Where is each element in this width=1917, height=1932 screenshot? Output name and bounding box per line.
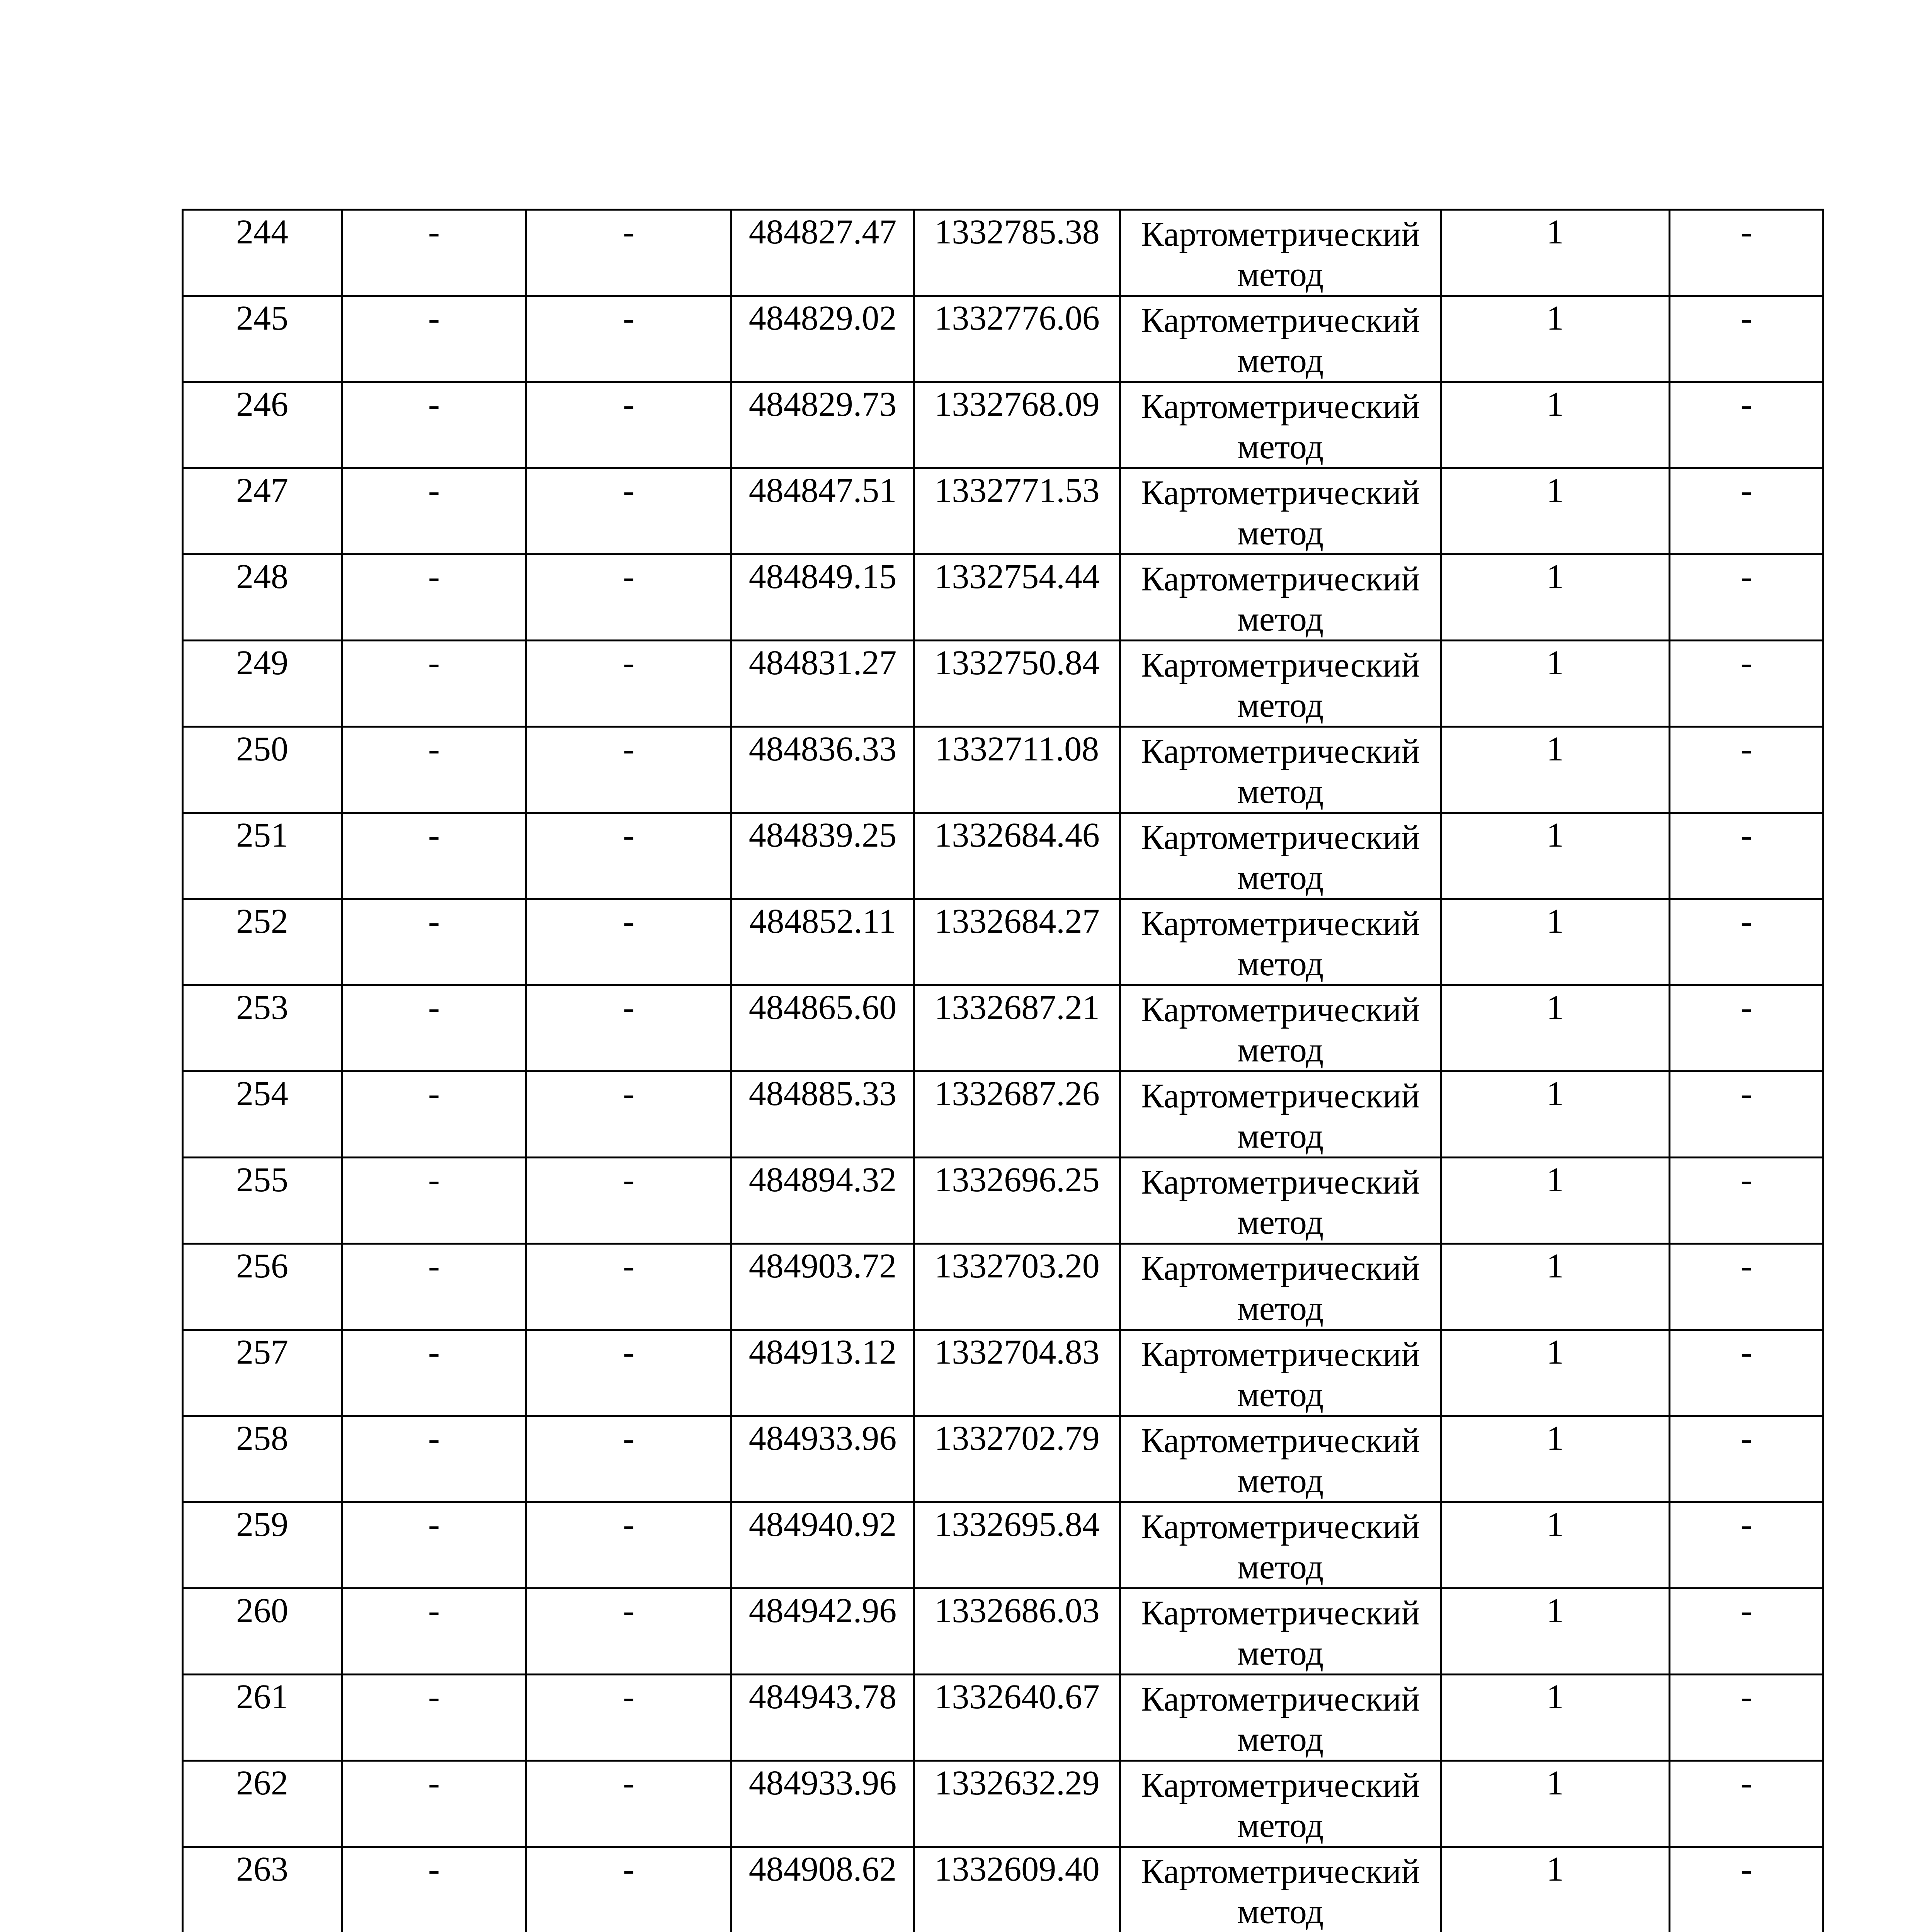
method-cell xyxy=(1120,1761,1441,1847)
table-row xyxy=(183,1761,1823,1847)
method-cell xyxy=(1120,813,1441,899)
dash-cell: - xyxy=(342,1158,526,1244)
dash-cell: - xyxy=(1670,1502,1823,1588)
y-coordinate-cell: 1332776.06 xyxy=(914,296,1120,382)
point-number-cell: 254 xyxy=(183,1071,342,1158)
coordinates-table xyxy=(182,209,1824,1932)
accuracy-cell: 1 xyxy=(1441,1502,1670,1588)
accuracy-cell: 1 xyxy=(1441,210,1670,296)
method-line-1: Картометрический xyxy=(1141,1249,1420,1287)
dash-cell: - xyxy=(342,1675,526,1761)
table-body xyxy=(183,210,1823,1932)
accuracy-cell: 1 xyxy=(1441,382,1670,468)
accuracy-cell: 1 xyxy=(1441,296,1670,382)
dash-cell: - xyxy=(526,1330,731,1416)
y-coordinate-cell: 1332703.20 xyxy=(914,1244,1120,1330)
method-line-1: Картометрический xyxy=(1141,474,1420,512)
table-row xyxy=(183,296,1823,382)
dash-cell: - xyxy=(342,210,526,296)
method-line-2: метод xyxy=(1237,1117,1324,1155)
x-coordinate-cell: 484831.27 xyxy=(731,641,914,727)
dash-cell: - xyxy=(526,1244,731,1330)
method-line-1: Картометрический xyxy=(1141,1422,1420,1460)
dash-cell: - xyxy=(1670,899,1823,985)
table-row xyxy=(183,899,1823,985)
y-coordinate-cell: 1332750.84 xyxy=(914,641,1120,727)
method-line-2: метод xyxy=(1237,945,1324,983)
y-coordinate-cell: 1332609.40 xyxy=(914,1847,1120,1932)
y-coordinate-cell: 1332768.09 xyxy=(914,382,1120,468)
method-cell xyxy=(1120,1244,1441,1330)
table-row xyxy=(183,1847,1823,1932)
method-line-1: Картометрический xyxy=(1141,1077,1420,1115)
method-cell xyxy=(1120,1330,1441,1416)
dash-cell: - xyxy=(526,1502,731,1588)
x-coordinate-cell: 484865.60 xyxy=(731,985,914,1071)
dash-cell: - xyxy=(342,899,526,985)
x-coordinate-cell: 484829.02 xyxy=(731,296,914,382)
accuracy-cell: 1 xyxy=(1441,1847,1670,1932)
table-row xyxy=(183,727,1823,813)
point-number-cell: 262 xyxy=(183,1761,342,1847)
dash-cell: - xyxy=(1670,1675,1823,1761)
y-coordinate-cell: 1332785.38 xyxy=(914,210,1120,296)
dash-cell: - xyxy=(342,641,526,727)
x-coordinate-cell: 484839.25 xyxy=(731,813,914,899)
method-line-2: метод xyxy=(1237,342,1324,380)
x-coordinate-cell: 484847.51 xyxy=(731,468,914,554)
dash-cell: - xyxy=(526,1847,731,1932)
point-number-cell: 260 xyxy=(183,1588,342,1675)
dash-cell: - xyxy=(1670,1158,1823,1244)
dash-cell: - xyxy=(526,210,731,296)
dash-cell: - xyxy=(1670,382,1823,468)
dash-cell: - xyxy=(342,1244,526,1330)
accuracy-cell: 1 xyxy=(1441,1244,1670,1330)
accuracy-cell: 1 xyxy=(1441,1330,1670,1416)
dash-cell: - xyxy=(1670,1416,1823,1502)
point-number-cell: 253 xyxy=(183,985,342,1071)
accuracy-cell: 1 xyxy=(1441,1675,1670,1761)
dash-cell: - xyxy=(1670,985,1823,1071)
table-row xyxy=(183,1588,1823,1675)
table-row xyxy=(183,468,1823,554)
method-cell xyxy=(1120,554,1441,641)
x-coordinate-cell: 484852.11 xyxy=(731,899,914,985)
method-line-2: метод xyxy=(1237,772,1324,811)
x-coordinate-cell: 484894.32 xyxy=(731,1158,914,1244)
method-line-2: метод xyxy=(1237,1720,1324,1759)
accuracy-cell: 1 xyxy=(1441,554,1670,641)
method-line-1: Картометрический xyxy=(1141,388,1420,426)
point-number-cell: 257 xyxy=(183,1330,342,1416)
method-line-1: Картометрический xyxy=(1141,1594,1420,1632)
method-line-2: метод xyxy=(1237,1634,1324,1672)
method-line-2: метод xyxy=(1237,859,1324,897)
accuracy-cell: 1 xyxy=(1441,1588,1670,1675)
table-row xyxy=(183,1158,1823,1244)
dash-cell: - xyxy=(526,727,731,813)
dash-cell: - xyxy=(526,1675,731,1761)
method-cell xyxy=(1120,727,1441,813)
method-line-2: метод xyxy=(1237,1806,1324,1845)
dash-cell: - xyxy=(526,1071,731,1158)
table-row xyxy=(183,554,1823,641)
method-line-1: Картометрический xyxy=(1141,818,1420,857)
method-line-1: Картометрический xyxy=(1141,1335,1420,1374)
accuracy-cell: 1 xyxy=(1441,468,1670,554)
method-line-1: Картометрический xyxy=(1141,646,1420,684)
table-row xyxy=(183,1330,1823,1416)
point-number-cell: 259 xyxy=(183,1502,342,1588)
dash-cell: - xyxy=(342,1502,526,1588)
method-cell xyxy=(1120,1071,1441,1158)
table-row xyxy=(183,813,1823,899)
point-number-cell: 261 xyxy=(183,1675,342,1761)
dash-cell: - xyxy=(526,296,731,382)
dash-cell: - xyxy=(342,382,526,468)
point-number-cell: 246 xyxy=(183,382,342,468)
dash-cell: - xyxy=(526,1761,731,1847)
method-line-2: метод xyxy=(1237,600,1324,638)
dash-cell: - xyxy=(526,554,731,641)
method-cell xyxy=(1120,899,1441,985)
x-coordinate-cell: 484849.15 xyxy=(731,554,914,641)
y-coordinate-cell: 1332687.26 xyxy=(914,1071,1120,1158)
method-cell xyxy=(1120,1416,1441,1502)
table-row xyxy=(183,1675,1823,1761)
x-coordinate-cell: 484913.12 xyxy=(731,1330,914,1416)
dash-cell: - xyxy=(1670,1071,1823,1158)
method-line-1: Картометрический xyxy=(1141,1852,1420,1891)
method-line-2: метод xyxy=(1237,1548,1324,1586)
dash-cell: - xyxy=(342,727,526,813)
x-coordinate-cell: 484940.92 xyxy=(731,1502,914,1588)
dash-cell: - xyxy=(1670,468,1823,554)
table-row xyxy=(183,1071,1823,1158)
accuracy-cell: 1 xyxy=(1441,641,1670,727)
method-line-2: метод xyxy=(1237,255,1324,294)
dash-cell: - xyxy=(1670,1847,1823,1932)
dash-cell: - xyxy=(526,468,731,554)
point-number-cell: 256 xyxy=(183,1244,342,1330)
point-number-cell: 250 xyxy=(183,727,342,813)
method-line-2: метод xyxy=(1237,1289,1324,1328)
method-cell xyxy=(1120,1502,1441,1588)
accuracy-cell: 1 xyxy=(1441,1761,1670,1847)
y-coordinate-cell: 1332754.44 xyxy=(914,554,1120,641)
method-cell xyxy=(1120,296,1441,382)
point-number-cell: 258 xyxy=(183,1416,342,1502)
x-coordinate-cell: 484903.72 xyxy=(731,1244,914,1330)
x-coordinate-cell: 484943.78 xyxy=(731,1675,914,1761)
method-line-1: Картометрический xyxy=(1141,560,1420,598)
point-number-cell: 244 xyxy=(183,210,342,296)
point-number-cell: 248 xyxy=(183,554,342,641)
dash-cell: - xyxy=(526,382,731,468)
point-number-cell: 251 xyxy=(183,813,342,899)
y-coordinate-cell: 1332684.46 xyxy=(914,813,1120,899)
method-cell xyxy=(1120,1675,1441,1761)
dash-cell: - xyxy=(526,985,731,1071)
dash-cell: - xyxy=(1670,554,1823,641)
dash-cell: - xyxy=(342,985,526,1071)
y-coordinate-cell: 1332684.27 xyxy=(914,899,1120,985)
table-row xyxy=(183,210,1823,296)
accuracy-cell: 1 xyxy=(1441,727,1670,813)
point-number-cell: 255 xyxy=(183,1158,342,1244)
accuracy-cell: 1 xyxy=(1441,1071,1670,1158)
dash-cell: - xyxy=(342,1071,526,1158)
x-coordinate-cell: 484885.33 xyxy=(731,1071,914,1158)
method-cell xyxy=(1120,641,1441,727)
dash-cell: - xyxy=(342,1847,526,1932)
y-coordinate-cell: 1332687.21 xyxy=(914,985,1120,1071)
dash-cell: - xyxy=(342,1588,526,1675)
dash-cell: - xyxy=(1670,1244,1823,1330)
accuracy-cell: 1 xyxy=(1441,1158,1670,1244)
y-coordinate-cell: 1332640.67 xyxy=(914,1675,1120,1761)
method-line-1: Картометрический xyxy=(1141,1163,1420,1201)
method-cell xyxy=(1120,1847,1441,1932)
x-coordinate-cell: 484836.33 xyxy=(731,727,914,813)
point-number-cell: 252 xyxy=(183,899,342,985)
table-row xyxy=(183,1416,1823,1502)
dash-cell: - xyxy=(526,813,731,899)
accuracy-cell: 1 xyxy=(1441,899,1670,985)
method-line-1: Картометрический xyxy=(1141,215,1420,253)
table-row xyxy=(183,382,1823,468)
dash-cell: - xyxy=(526,1588,731,1675)
method-line-2: метод xyxy=(1237,686,1324,724)
accuracy-cell: 1 xyxy=(1441,1416,1670,1502)
method-line-1: Картометрический xyxy=(1141,1766,1420,1804)
y-coordinate-cell: 1332696.25 xyxy=(914,1158,1120,1244)
point-number-cell: 247 xyxy=(183,468,342,554)
method-line-1: Картометрический xyxy=(1141,1508,1420,1546)
y-coordinate-cell: 1332686.03 xyxy=(914,1588,1120,1675)
table-row xyxy=(183,1244,1823,1330)
accuracy-cell: 1 xyxy=(1441,813,1670,899)
dash-cell: - xyxy=(1670,296,1823,382)
method-cell xyxy=(1120,210,1441,296)
dash-cell: - xyxy=(1670,210,1823,296)
y-coordinate-cell: 1332632.29 xyxy=(914,1761,1120,1847)
method-cell xyxy=(1120,382,1441,468)
method-line-2: метод xyxy=(1237,428,1324,466)
method-line-2: метод xyxy=(1237,1893,1324,1931)
x-coordinate-cell: 484942.96 xyxy=(731,1588,914,1675)
method-cell xyxy=(1120,468,1441,554)
dash-cell: - xyxy=(1670,1588,1823,1675)
dash-cell: - xyxy=(1670,727,1823,813)
y-coordinate-cell: 1332771.53 xyxy=(914,468,1120,554)
method-line-1: Картометрический xyxy=(1141,905,1420,943)
y-coordinate-cell: 1332711.08 xyxy=(914,727,1120,813)
x-coordinate-cell: 484933.96 xyxy=(731,1416,914,1502)
dash-cell: - xyxy=(526,899,731,985)
x-coordinate-cell: 484829.73 xyxy=(731,382,914,468)
dash-cell: - xyxy=(342,1330,526,1416)
dash-cell: - xyxy=(1670,641,1823,727)
table-row xyxy=(183,1502,1823,1588)
table-row xyxy=(183,641,1823,727)
method-line-2: метод xyxy=(1237,1376,1324,1414)
x-coordinate-cell: 484827.47 xyxy=(731,210,914,296)
method-line-2: метод xyxy=(1237,514,1324,552)
dash-cell: - xyxy=(342,813,526,899)
method-line-1: Картометрический xyxy=(1141,1680,1420,1718)
dash-cell: - xyxy=(1670,813,1823,899)
method-line-2: метод xyxy=(1237,1031,1324,1069)
dash-cell: - xyxy=(342,468,526,554)
method-line-1: Картометрический xyxy=(1141,991,1420,1029)
point-number-cell: 263 xyxy=(183,1847,342,1932)
dash-cell: - xyxy=(342,1416,526,1502)
method-line-2: метод xyxy=(1237,1203,1324,1242)
method-line-2: метод xyxy=(1237,1462,1324,1500)
point-number-cell: 249 xyxy=(183,641,342,727)
table-row xyxy=(183,985,1823,1071)
dash-cell: - xyxy=(526,1416,731,1502)
y-coordinate-cell: 1332695.84 xyxy=(914,1502,1120,1588)
dash-cell: - xyxy=(1670,1761,1823,1847)
x-coordinate-cell: 484933.96 xyxy=(731,1761,914,1847)
method-line-1: Картометрический xyxy=(1141,732,1420,770)
x-coordinate-cell: 484908.62 xyxy=(731,1847,914,1932)
dash-cell: - xyxy=(1670,1330,1823,1416)
dash-cell: - xyxy=(526,641,731,727)
dash-cell: - xyxy=(342,1761,526,1847)
point-number-cell: 245 xyxy=(183,296,342,382)
method-cell xyxy=(1120,1158,1441,1244)
y-coordinate-cell: 1332704.83 xyxy=(914,1330,1120,1416)
dash-cell: - xyxy=(526,1158,731,1244)
dash-cell: - xyxy=(342,296,526,382)
y-coordinate-cell: 1332702.79 xyxy=(914,1416,1120,1502)
method-cell xyxy=(1120,1588,1441,1675)
method-cell xyxy=(1120,985,1441,1071)
accuracy-cell: 1 xyxy=(1441,985,1670,1071)
dash-cell: - xyxy=(342,554,526,641)
method-line-1: Картометрический xyxy=(1141,301,1420,340)
